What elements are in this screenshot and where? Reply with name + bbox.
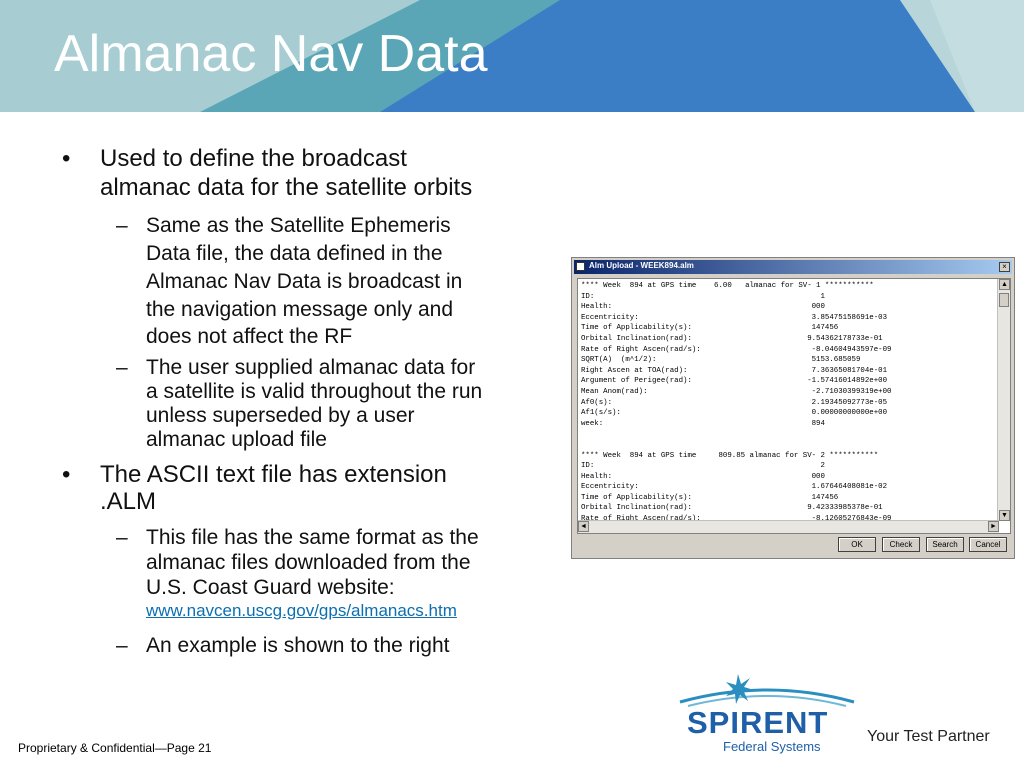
almanac-line: Orbital Inclination(rad): 9.54362178733e-01 [581,334,883,343]
almanac-line [581,440,891,451]
sub-2-1-line-3: U.S. Coast Guard website: [146,576,395,599]
almanac-line: **** Week 894 at GPS time 809.85 almanac for SV- 2 *********** [581,451,879,460]
almanac-line: Health: 000 [581,472,825,481]
confidential-footer: Proprietary & Confidential—Page 21 [18,741,212,755]
almanac-line: **** Week 894 at GPS time 6.00 almanac for SV- 1 *********** [581,282,874,290]
sub-1-1-line-2: Data file, the data defined in the [146,242,443,265]
almanac-line: ID: 2 [581,462,825,471]
scroll-thumb[interactable] [999,293,1009,307]
bullet-marker: • [62,461,71,488]
bullet-1-line-2: almanac data for the satellite orbits [100,174,473,201]
sub-1-1-line-5: does not affect the RF [146,325,353,348]
almanac-line: Mean Anom(rad): -2.71030399319e+00 [581,387,892,396]
vertical-scrollbar[interactable] [997,279,1010,521]
sub-bullet-dash: – [116,214,128,237]
almanac-text-area[interactable] [577,278,1011,534]
almanac-line: Time of Applicability(s): 147456 [581,324,839,333]
logo-wordmark: SPIRENT [687,705,829,740]
sub-2-1-line-1: This file has the same format as the [146,526,479,549]
almanac-line: Orbital Inclination(rad): 9.42333985378e-01 [581,504,883,513]
sub-1-2-line-2: a satellite is valid throughout the run [146,380,483,403]
sub-bullet-dash: – [116,526,128,549]
almanac-line: Eccentricity: 3.85475158691e-03 [581,313,888,322]
sub-1-1-line-1: Same as the Satellite Ephemeris [146,214,451,237]
almanac-line: ID: 1 [581,292,825,301]
almanac-line [581,429,891,440]
almanac-line: Time of Applicability(s): 147456 [581,493,839,502]
search-button[interactable]: Search [926,537,964,552]
sub-1-2-line-3: unless superseded by a user [146,404,415,427]
sub-2-2-line-1: An example is shown to the right [146,634,450,657]
sub-1-1-line-4: the navigation message only and [146,298,454,321]
almanac-line: Rate of Right Ascen(rad/s): -8.04604943597e-09 [581,345,892,354]
almanac-link[interactable]: www.navcen.uscg.gov/gps/almanacs.htm [146,601,457,620]
sub-1-1-line-3: Almanac Nav Data is broadcast in [146,270,463,293]
check-button[interactable]: Check [882,537,920,552]
almanac-line: Right Ascen at TOA(rad): 7.36365081704e-01 [581,366,888,375]
sub-1-2-line-4: almanac upload file [146,428,327,451]
sub-2-1-line-2: almanac files downloaded from the [146,551,471,574]
close-icon[interactable]: × [999,262,1010,272]
scroll-up-icon[interactable]: ▲ [999,279,1010,290]
bullet-1-line-1: Used to define the broadcast [100,145,407,172]
logo-subtitle: Federal Systems [723,739,821,754]
almanac-line: Eccentricity: 1.67646408081e-02 [581,483,888,492]
almanac-line: Argument of Perigee(rad): -1.57416014892e+00 [581,377,888,386]
cancel-button[interactable]: Cancel [969,537,1007,552]
window-title: Alm Upload - WEEK894.alm [589,261,694,270]
almanac-line: Af1(s/s): 0.00000000000e+00 [581,409,888,418]
scroll-down-icon[interactable]: ▼ [999,510,1010,521]
almanac-line: week: 894 [581,419,825,428]
sub-1-2-line-1: The user supplied almanac data for [146,356,476,379]
ok-button[interactable]: OK [838,537,876,552]
tagline: Your Test Partner [867,728,990,745]
almanac-line: SQRT(A) (m^1/2): 5153.685059 [581,356,861,365]
window-titlebar[interactable] [574,260,1012,274]
sub-bullet-dash: – [116,356,128,379]
almanac-lines [581,281,891,525]
bullet-2-line-2: .ALM [100,488,157,515]
almanac-line: Health: 000 [581,303,825,312]
sub-bullet-dash: – [116,634,128,657]
scroll-left-icon[interactable]: ◄ [578,521,589,532]
bullet-content [0,0,560,700]
bullet-marker: • [62,145,71,172]
scroll-right-icon[interactable]: ► [988,521,999,532]
almanac-line: Af0(s): 2.19345092773e-05 [581,398,888,407]
alm-upload-window [571,257,1015,559]
horizontal-scrollbar[interactable] [578,520,999,533]
window-app-icon [576,262,585,271]
slide-title: Almanac Nav Data [54,25,488,83]
bullet-2-line-1: The ASCII text file has extension [100,461,447,488]
